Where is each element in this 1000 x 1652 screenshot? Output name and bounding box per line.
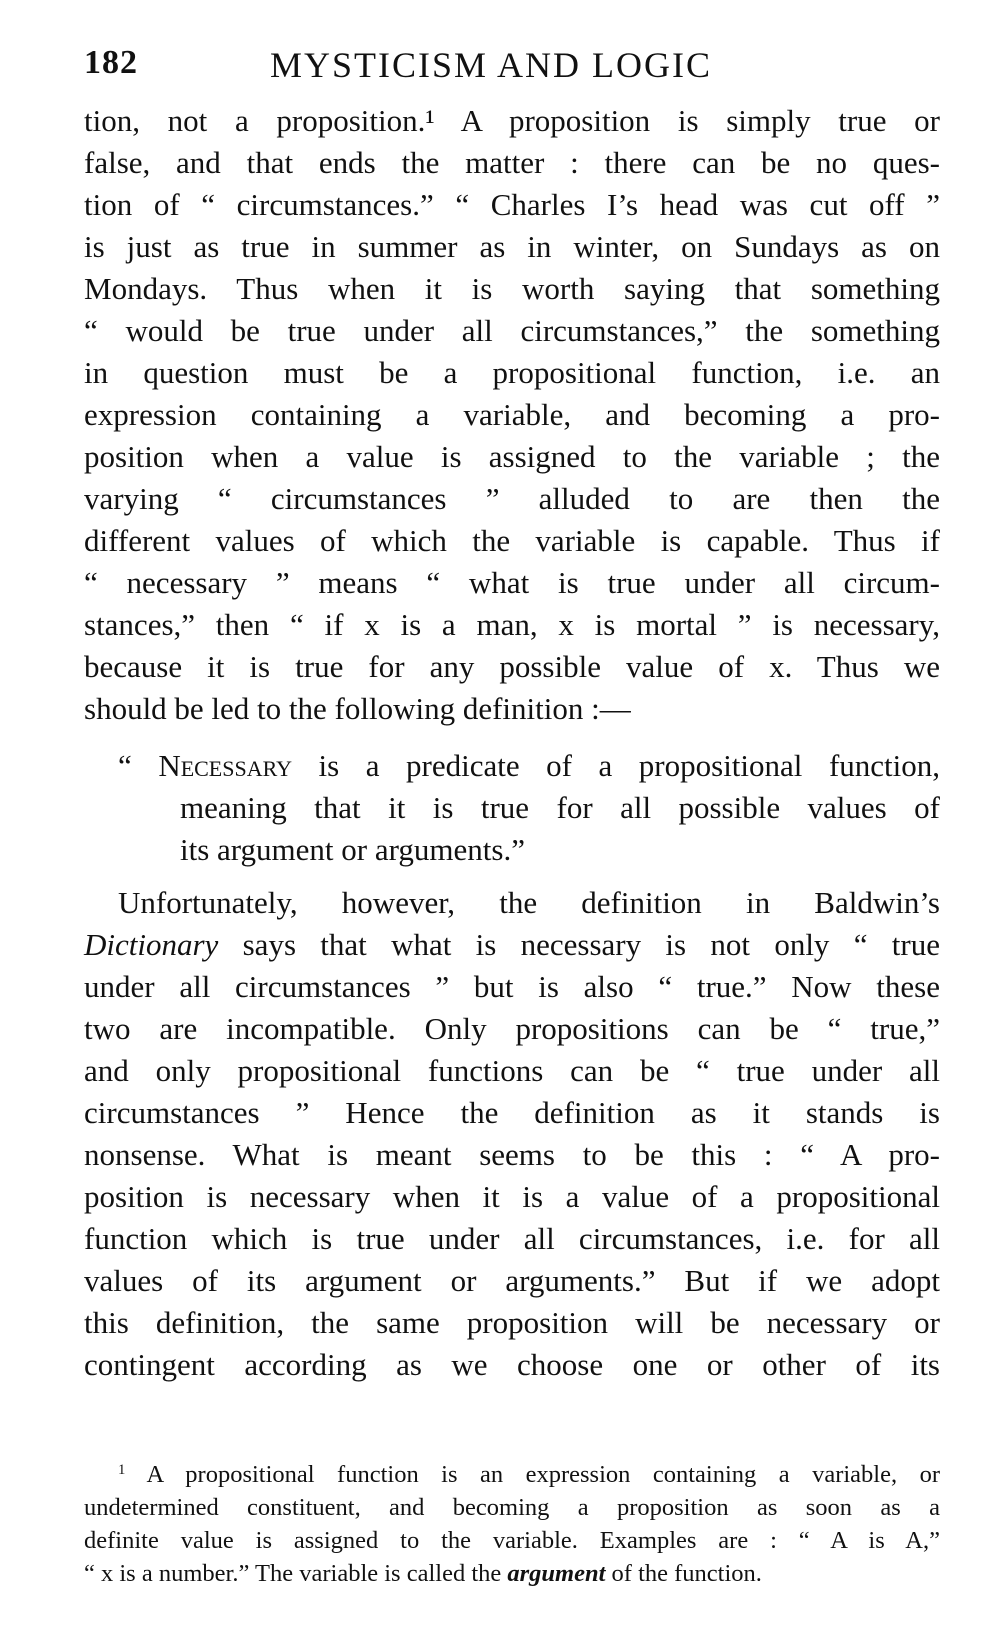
footnote-line: undetermined constituent, and becoming a proposition as soon as a bbox=[84, 1494, 940, 1521]
defined-term: Necessary bbox=[158, 748, 292, 783]
text-line: nonsense. What is meant seems to be this : “ A pro- bbox=[84, 1137, 940, 1172]
paragraph-2 bbox=[84, 882, 940, 1386]
text-line: function which is true under all circumstances, i.e. for all bbox=[84, 1221, 940, 1256]
text-line: values of its argument or arguments.” But if we adopt bbox=[84, 1263, 940, 1298]
open-quote: “ bbox=[118, 748, 159, 783]
footnote-text: “ x is a number.” The variable is called the bbox=[84, 1560, 508, 1587]
text-line: position when a value is assigned to the variable ; the bbox=[84, 439, 940, 474]
paragraph-1 bbox=[84, 100, 940, 730]
dictionary-title: Dictionary bbox=[84, 927, 219, 962]
text-line: “ necessary ” means “ what is true under all circum- bbox=[84, 565, 940, 600]
quote-line: meaning that it is true for all possible values of bbox=[180, 790, 940, 825]
quote-line: its argument or arguments.” bbox=[180, 832, 525, 867]
running-title: MYSTICISM AND LOGIC bbox=[270, 45, 713, 85]
text-line-rest: says that what is necessary is not only “ true bbox=[218, 927, 940, 962]
text-line bbox=[84, 924, 940, 966]
footnote-text: A propositional function is an expression containing a variable, or bbox=[125, 1461, 940, 1488]
text-line: should be led to the following definition :— bbox=[84, 691, 631, 726]
footnote-line bbox=[84, 1458, 940, 1491]
text-line: because it is true for any possible value of x. Thus we bbox=[84, 649, 940, 684]
text-line: Mondays. Thus when it is worth saying that something bbox=[84, 271, 940, 306]
text-line: two are incompatible. Only propositions can be “ true,” bbox=[84, 1011, 940, 1046]
text-line: different values of which the variable is capable. Thus if bbox=[84, 523, 940, 558]
quote-line-rest: is a predicate of a propositional function, bbox=[291, 748, 941, 783]
footnote bbox=[84, 1458, 940, 1590]
footnote-text: of the function. bbox=[605, 1560, 762, 1587]
quote-line bbox=[84, 745, 940, 787]
text-line: false, and that ends the matter : there can be no ques- bbox=[84, 145, 940, 180]
text-line: tion of “ circumstances.” “ Charles I’s head was cut off ” bbox=[84, 187, 940, 222]
footnote-marker: 1 bbox=[118, 1461, 126, 1478]
text-line: “ would be true under all circumstances,” the something bbox=[84, 313, 940, 348]
text-line: Unfortunately, however, the definition in Baldwin’s bbox=[118, 885, 940, 920]
text-line: stances,” then “ if x is a man, x is mortal ” is necessary, bbox=[84, 607, 940, 642]
text-line: contingent according as we choose one or other of its bbox=[84, 1347, 940, 1382]
text-line: expression containing a variable, and becoming a pro- bbox=[84, 397, 940, 432]
text-line: and only propositional functions can be “ true under all bbox=[84, 1053, 940, 1088]
text-line: circumstances ” Hence the definition as it stands is bbox=[84, 1095, 940, 1130]
text-line: position is necessary when it is a value of a propositional bbox=[84, 1179, 940, 1214]
page-number: 182 bbox=[84, 44, 138, 81]
definition-quote bbox=[84, 745, 940, 871]
text-line: in question must be a propositional function, i.e. an bbox=[84, 355, 940, 390]
text-line: this definition, the same proposition will be necessary or bbox=[84, 1305, 940, 1340]
text-line: under all circumstances ” but is also “ true.” Now these bbox=[84, 969, 940, 1004]
text-line: is just as true in summer as in winter, on Sundays as on bbox=[84, 229, 940, 264]
page-header bbox=[84, 38, 940, 88]
text-line: tion, not a proposition.¹ A proposition is simply true or bbox=[84, 103, 940, 138]
footnote-line: definite value is assigned to the variable. Examples are : “ A is A,” bbox=[84, 1527, 940, 1554]
text-line: varying “ circumstances ” alluded to are then the bbox=[84, 481, 940, 516]
footnote-line bbox=[84, 1557, 940, 1590]
argument-term: argument bbox=[507, 1560, 606, 1587]
